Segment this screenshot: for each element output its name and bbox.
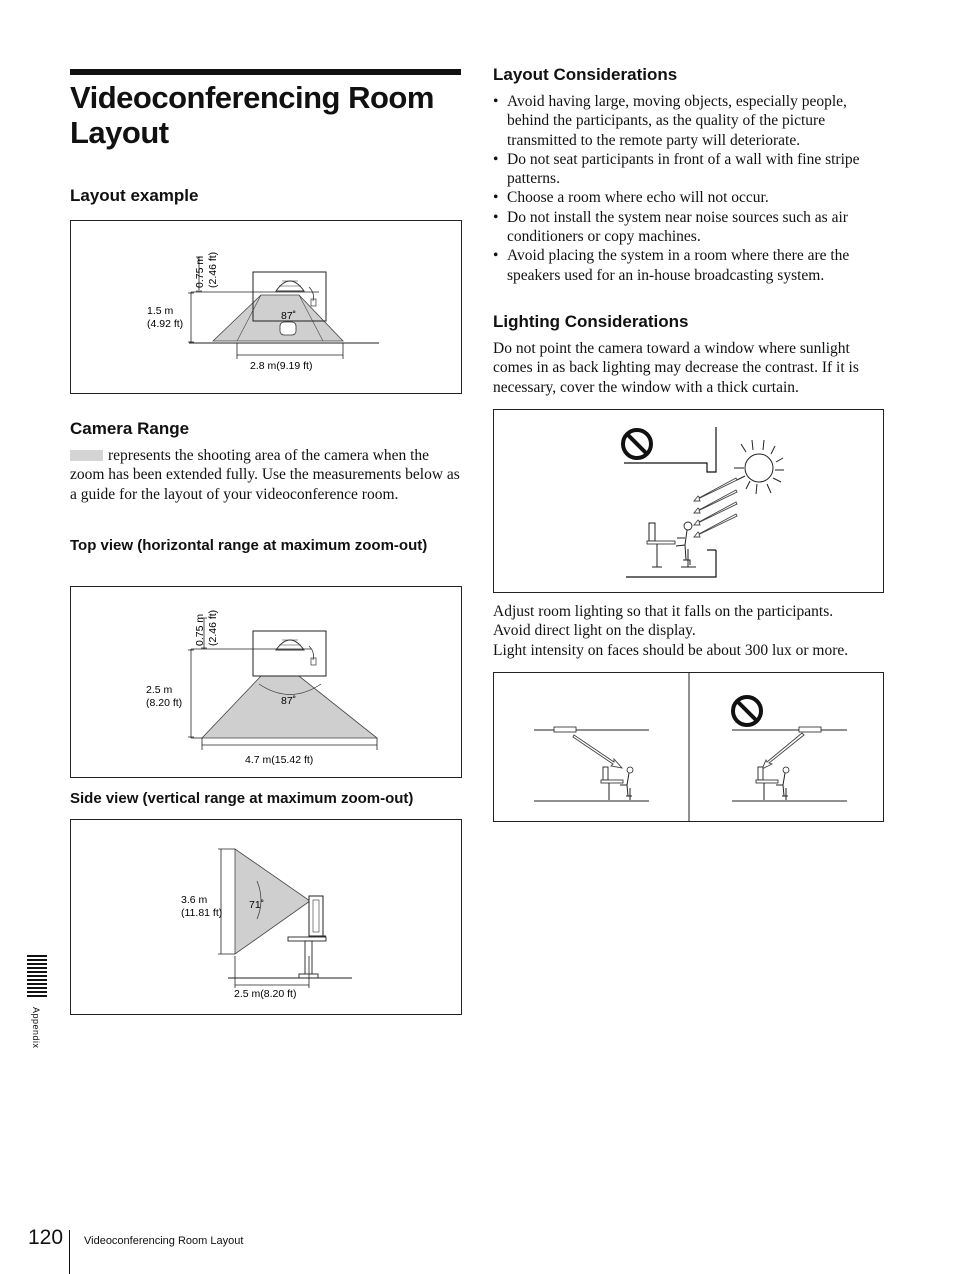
layout-example-heading: Layout example — [70, 186, 199, 205]
camera-range-text — [70, 446, 462, 504]
camera-range-description: represents the shooting area of the camera when the zoom has been extended fully. Use the measurements below as a guide for the layout of your videoconference room. — [70, 447, 460, 503]
side-view-figure — [70, 819, 462, 1015]
lighting-line: Light intensity on faces should be about 300 lux or more. — [493, 641, 849, 659]
prohibited-icon — [623, 430, 651, 458]
running-title: Videoconferencing Room Layout — [84, 1235, 244, 1247]
layout-considerations-heading: Layout Considerations — [493, 65, 678, 84]
top-view-heading: Top view (horizontal range at maximum zoom-out) — [70, 537, 428, 554]
lighting-considerations-heading: Lighting Considerations — [493, 312, 689, 331]
sun-icon — [734, 440, 784, 494]
dist-m-label: 1.5 m — [147, 305, 174, 317]
layout-considerations-list — [493, 92, 886, 285]
depth-ft-label: (2.46 ft) — [207, 251, 219, 288]
section-tab-marker — [27, 955, 47, 998]
angle-label: 87˚ — [281, 310, 297, 322]
layout-example-figure — [70, 220, 462, 394]
correct-lighting-panel — [534, 727, 649, 801]
width-label: 4.7 m(15.42 ft) — [245, 754, 314, 766]
title-rule — [70, 69, 461, 75]
lighting-advice — [493, 602, 886, 660]
window-backlight-figure — [493, 409, 884, 593]
lighting-text: Do not point the camera toward a window where sunlight comes in as back lighting may decrease the contrast. If it is necessary, cover the window with a thick curtain. — [493, 340, 859, 396]
side-view-heading: Side view (vertical range at maximum zoom-out) — [70, 790, 414, 807]
angle-label: 87˚ — [281, 695, 297, 707]
section-tab-label: Appendix — [31, 1007, 41, 1049]
dist-ft-label: (8.20 ft) — [146, 697, 183, 709]
dist-ft-label: (4.92 ft) — [147, 318, 184, 330]
footer-rule — [69, 1230, 70, 1274]
list-item: • Choose a room where echo will not occur. — [493, 188, 886, 207]
shooting-area-swatch — [70, 450, 103, 461]
height-ft-label: (11.81 ft) — [181, 907, 223, 919]
prohibited-icon — [733, 697, 761, 725]
lighting-comparison-figure — [493, 672, 884, 822]
top-view-figure — [70, 586, 462, 778]
list-item: • Avoid having large, moving objects, especially people, behind the participants, as the quality of the picture transmitted to the remote party will deteriorate. — [493, 92, 886, 150]
page-number: 120 — [28, 1226, 64, 1249]
width-label: 2.8 m(9.19 ft) — [250, 360, 313, 372]
incorrect-lighting-panel — [732, 697, 847, 801]
list-item: • Do not seat participants in front of a wall with fine stripe patterns. — [493, 150, 886, 189]
lighting-line: Adjust room lighting so that it falls on the participants. — [493, 603, 834, 620]
depth-m-label: 0.75 m — [194, 255, 206, 288]
list-item: • Do not install the system near noise sources such as air conditioners or copy machines. — [493, 208, 886, 247]
angle-label: 71˚ — [249, 899, 265, 911]
camera-range-heading: Camera Range — [70, 419, 190, 438]
height-m-label: 3.6 m — [181, 894, 208, 906]
distance-label: 2.5 m(8.20 ft) — [234, 988, 297, 1000]
page-title: Videoconferencing Room Layout — [70, 80, 434, 150]
lighting-line: Avoid direct light on the display. — [493, 622, 696, 640]
list-item: • Avoid placing the system in a room where there are the speakers used for an in-house broadcasting system. — [493, 246, 886, 285]
depth-m-label: 0.75 m — [194, 613, 206, 646]
depth-ft-label: (2.46 ft) — [207, 609, 219, 646]
dist-m-label: 2.5 m — [146, 684, 173, 696]
